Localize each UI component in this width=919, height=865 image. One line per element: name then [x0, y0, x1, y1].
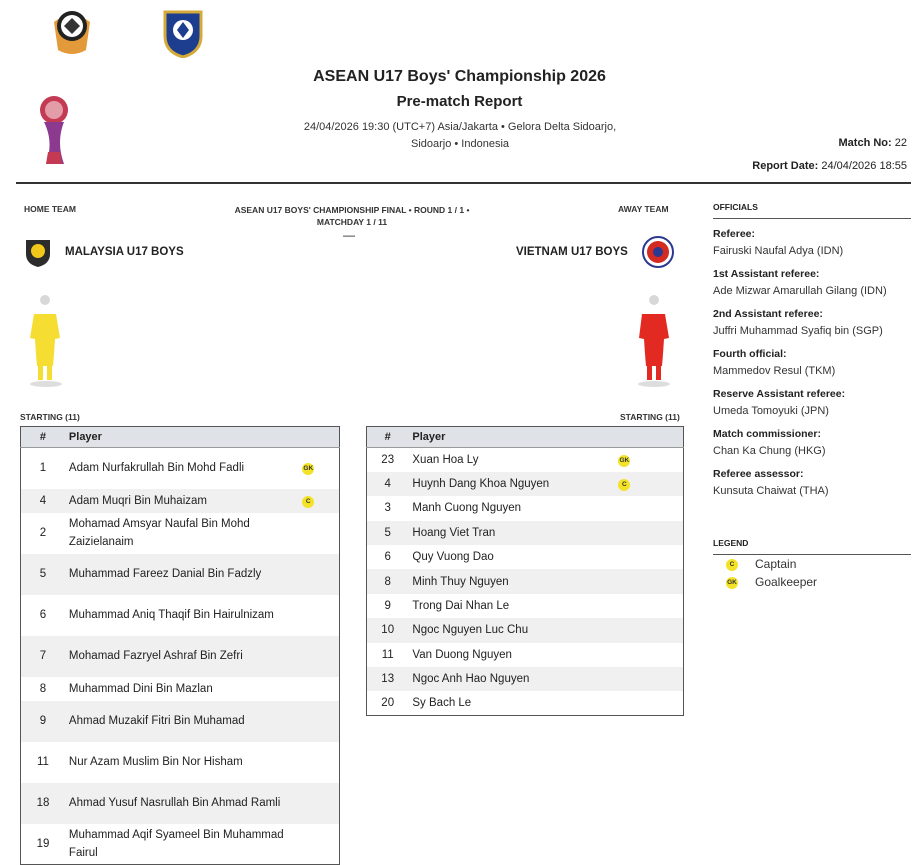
player-name: Ahmad Yusuf Nasrullah Bin Ahmad Ramli	[65, 783, 298, 824]
player-badge-cell	[298, 554, 339, 595]
table-row	[367, 472, 684, 496]
official-role: 1st Assistant referee:	[713, 268, 820, 280]
table-row	[367, 643, 684, 667]
official-role: Referee assessor:	[713, 468, 804, 480]
datetime-venue: 24/04/2026 19:30 (UTC+7) Asia/Jakarta • Gelora Delta Sidoarjo,	[303, 121, 617, 133]
official-name: Ade Mizwar Amarullah Gilang (IDN)	[713, 285, 887, 297]
player-name: Ngoc Anh Hao Nguyen	[408, 667, 614, 691]
player-number: 20	[381, 697, 395, 710]
player-name: Sy Bach Le	[412, 697, 472, 710]
captain-badge-icon: C	[726, 559, 738, 571]
player-badge-cell	[298, 636, 339, 677]
official-role: Reserve Assistant referee:	[713, 388, 846, 400]
player-name: Van Duong Nguyen	[412, 648, 512, 661]
player-number: 8	[39, 682, 47, 695]
home-team-label: HOME TEAM	[24, 204, 76, 214]
player-number: 13	[367, 667, 409, 691]
player-name: Xuan Hoa Ly	[412, 453, 479, 466]
official-role: Match commissioner:	[713, 428, 821, 440]
aff-logo	[50, 6, 94, 58]
player-name: Muhammad Fareez Danial Bin Fadzly	[65, 554, 298, 595]
player-number: 6	[384, 551, 391, 564]
official-name: Fairuski Naufal Adya (IDN)	[713, 245, 844, 257]
malaysia-crest-icon	[24, 236, 52, 268]
player-badge-cell	[614, 569, 683, 593]
player-number: 19	[36, 837, 50, 850]
away-lineup-table	[366, 426, 684, 716]
player-badge-cell	[298, 701, 339, 742]
legend-captain: C Captain	[726, 557, 796, 571]
official-name: Juffri Muhammad Syafiq bin (SGP)	[713, 325, 883, 337]
player-number: 11	[381, 648, 394, 661]
legend-heading: LEGEND	[713, 538, 911, 555]
player-number: 4	[367, 472, 409, 496]
player-badge-cell	[614, 472, 683, 496]
location: Sidoarjo • Indonesia	[410, 138, 510, 150]
player-name: Hoang Viet Tran	[408, 521, 614, 545]
player-name: Mohamad Amsyar Naufal Bin Mohd Zaizielanaim	[68, 518, 250, 548]
player-badge-cell	[614, 667, 683, 691]
match-number: Match No: 22	[838, 137, 907, 149]
table-row	[21, 742, 340, 783]
player-badge-cell	[614, 448, 683, 472]
table-row	[367, 496, 684, 520]
table-row	[367, 569, 684, 593]
official-name: Mammedov Resul (TKM)	[713, 365, 836, 377]
player-name: Adam Muqri Bin Muhaizam	[65, 489, 298, 513]
table-row	[367, 691, 684, 715]
player-name: Muhammad Dini Bin Mazlan	[68, 682, 213, 695]
player-number: 6	[39, 609, 47, 621]
goalkeeper-badge-icon: GK	[618, 455, 630, 467]
table-row	[21, 783, 340, 824]
table-row	[367, 521, 684, 545]
home-lineup-table	[20, 426, 340, 865]
player-name: Muhammad Aqif Syameel Bin Muhammad Fairul	[68, 828, 284, 859]
home-starting-label: STARTING (11)	[20, 412, 80, 422]
player-badge-cell	[298, 824, 339, 865]
officials-heading: OFFICIALS	[713, 202, 911, 219]
table-header-row	[21, 427, 340, 448]
col-badge	[614, 427, 683, 448]
official-name: Kunsuta Chaiwat (THA)	[713, 485, 829, 497]
home-kit-icon	[26, 292, 66, 388]
table-row	[367, 448, 684, 472]
table-row	[21, 701, 340, 742]
player-badge-cell	[614, 691, 683, 715]
table-row	[367, 545, 684, 569]
table-row	[21, 448, 340, 489]
col-num: #	[21, 427, 65, 448]
player-number: 5	[21, 554, 65, 595]
player-number: 10	[367, 618, 409, 642]
player-badge-cell	[298, 677, 339, 701]
captain-badge-icon: C	[302, 496, 314, 508]
player-name: Trong Dai Nhan Le	[412, 600, 510, 613]
player-number: 1	[39, 462, 47, 475]
report-subtitle: Pre-match Report	[396, 93, 523, 110]
player-badge-cell	[298, 595, 339, 636]
player-name: Muhammad Aniq Thaqif Bin Hairulnizam	[68, 609, 274, 621]
official-role: Fourth official:	[713, 348, 787, 360]
player-number: 11	[36, 756, 49, 768]
home-team-name: MALAYSIA U17 BOYS	[65, 246, 184, 258]
player-badge-cell	[614, 594, 683, 618]
player-number: 9	[21, 701, 65, 742]
table-row	[21, 636, 340, 677]
table-row	[21, 554, 340, 595]
player-badge-cell	[298, 489, 339, 513]
away-team-label: AWAY TEAM	[618, 204, 669, 214]
col-player: Player	[408, 427, 614, 448]
table-row	[21, 513, 340, 554]
table-row	[367, 594, 684, 618]
col-player: Player	[65, 427, 298, 448]
player-number: 4	[21, 489, 65, 513]
player-name: Ahmad Muzakif Fitri Bin Muhamad	[65, 701, 298, 742]
player-badge-cell	[298, 742, 339, 783]
table-row	[21, 595, 340, 636]
report-title: ASEAN U17 Boys' Championship 2026	[313, 68, 606, 85]
player-name: Adam Nurfakrullah Bin Mohd Fadli	[68, 462, 245, 475]
player-name: Nur Azam Muslim Bin Nor Hisham	[68, 756, 243, 768]
player-name: Mohamad Fazryel Ashraf Bin Zefri	[65, 636, 298, 677]
official-role: 2nd Assistant referee:	[713, 308, 823, 320]
player-badge-cell	[298, 783, 339, 824]
match-meta	[260, 119, 660, 153]
player-name: Huynh Dang Khoa Nguyen	[408, 472, 614, 496]
player-number: 9	[384, 600, 391, 613]
pssi-logo	[162, 6, 204, 58]
player-badge-cell	[614, 643, 683, 667]
player-name: Minh Thuy Nguyen	[408, 569, 614, 593]
player-number: 3	[384, 502, 391, 515]
away-kit-icon	[634, 292, 674, 388]
score-placeholder: —	[343, 228, 355, 242]
player-number: 18	[21, 783, 65, 824]
player-badge-cell	[298, 448, 339, 489]
player-number: 8	[367, 569, 409, 593]
player-name: Quy Vuong Dao	[412, 551, 494, 564]
official-name: Umeda Tomoyuki (JPN)	[713, 405, 829, 417]
player-badge-cell	[614, 496, 683, 520]
goalkeeper-badge-icon: GK	[302, 463, 314, 475]
col-badge	[298, 427, 339, 448]
table-row	[367, 667, 684, 691]
player-badge-cell	[298, 513, 339, 554]
player-number: 2	[39, 527, 47, 539]
player-number: 7	[21, 636, 65, 677]
player-badge-cell	[614, 618, 683, 642]
player-name: Manh Cuong Nguyen	[412, 502, 522, 515]
player-badge-cell	[614, 545, 683, 569]
player-badge-cell	[614, 521, 683, 545]
table-row	[21, 489, 340, 513]
competition-info: ASEAN U17 BOYS' CHAMPIONSHIP FINAL • ROUND 1 / 1 • MATCHDAY 1 / 11	[234, 205, 470, 227]
player-number: 5	[367, 521, 409, 545]
goalkeeper-badge-icon: GK	[726, 577, 738, 589]
away-starting-label: STARTING (11)	[620, 412, 680, 422]
player-number: 23	[381, 453, 395, 466]
away-team-name: VIETNAM U17 BOYS	[516, 246, 628, 258]
vietnam-crest-icon	[642, 236, 674, 268]
header-divider	[16, 182, 911, 184]
table-header-row	[367, 427, 684, 448]
table-row	[21, 824, 340, 865]
official-role: Referee:	[713, 228, 756, 240]
report-date: Report Date: 24/04/2026 18:55	[752, 160, 907, 172]
captain-badge-icon: C	[618, 479, 630, 491]
legend-goalkeeper: GK Goalkeeper	[727, 575, 818, 589]
official-name: Chan Ka Chung (HKG)	[713, 445, 826, 457]
player-name: Ngoc Nguyen Luc Chu	[408, 618, 614, 642]
table-row	[21, 677, 340, 701]
col-num: #	[367, 427, 409, 448]
table-row	[367, 618, 684, 642]
